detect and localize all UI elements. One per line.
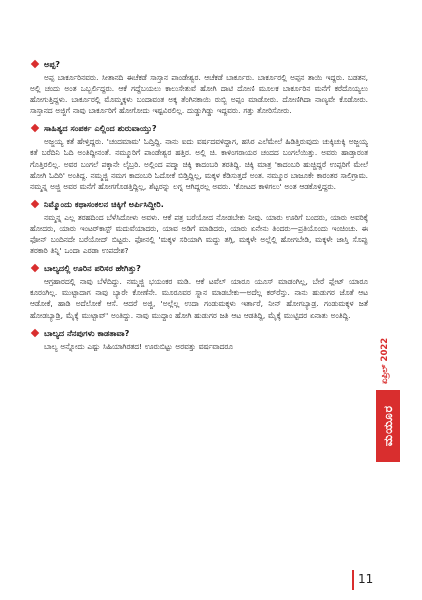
question-1 — [30, 58, 368, 70]
question-2 — [30, 122, 368, 134]
question-5 — [30, 327, 368, 339]
diamond-bullet-icon — [31, 328, 39, 336]
diamond-bullet-icon — [31, 200, 39, 208]
diamond-bullet-icon — [31, 264, 39, 272]
article-body — [30, 58, 368, 568]
qa-section-2 — [30, 122, 368, 191]
page-number: 11 — [358, 572, 374, 586]
question-4 — [30, 262, 368, 274]
answer-4: ಆಗ್ರಹಾರದಲ್ಲಿ ನಾವು ಬೆಳೆದಿದ್ದು. ನಮ್ಮಜ್ಜಿ ಭಯಂಕರ ಮಡಿ. ಆಕೆ ಟವೆಲ್ ಯಾರೂ ಯೂಸ್ ಮಾಡಂಗಿಲ್ಲ, ಬೇರೆ ಪ್ಲೇಟ್ ಯಾರೂ ಕೂರಂಗಿಲ್ಲ. ಮುಟ್ಟಾದಾಗ ನಾವು ಬ್ಯಾರೇ ಕೋಣೆನೇ. ಮೂರೂವರ ಸ್ನಾನ ಮಾಡಬೇಕು—ಅದೆಲ್ಲ ಕರ್‌ರೆನ್ತು. ನಾನು ಹುಡುಗರ ಜೊತೆ ಆಟ ಆಡೋಕೆ, ಹಾಡಿ ಅದೆಲೋಕೆ ಆಸೆ. ಆದರೆ ಅಜ್ಜಿ, 'ಅಲ್ಲೆಲ್ಲ ಉದಾ ಗಂಡುಮಕ್ಕಳು ಇರ್ತಾರೆ, ನೀನ್ ಹೋಗಬ್ಯಾಡ್ರ. ಗಂಡುಮಕ್ಕಳ ಜತೆ ಹೋಡಬ್ಯಾಡ್ರಿ, ಮೈಕ್ಕೆ ಮುಟ್ಟಾವ್' ಅಂತಿದ್ದು. ನಾವು ಮುದ್ದಾಂ ಹೋಗಿ ಹುಡುಗರ ಜತಿ ಆಟ ಆಡತಿದ್ದಿ, ಮೈಕ್ಕೆ ಮುಟ್ಟಿದರ ಏನಾತು ಅಂತಿದ್ದಿ. — [30, 277, 368, 320]
issue-date: ಏಪ್ರಿಲ್ 2022 — [380, 337, 390, 384]
magazine-side-strip — [376, 200, 400, 520]
question-3 — [30, 198, 368, 210]
qa-section-1 — [30, 58, 368, 116]
qa-section-5 — [30, 327, 368, 352]
answer-5: ಬಾಲ್ಯ ಅನ್ನೋದು ಎಷ್ಟು ಸಿಹಿಯಾಗಿರತದ! ಊರುಬಿಟ್ಟು ಅರವತ್ತು ವರ್ಷವಾದರೂ — [44, 341, 233, 351]
question-5-text: ಬಾಲ್ಯದ ನೆನಪುಗಳು ಕಾಡತಾವಾ? — [44, 327, 130, 338]
magazine-title: ಮಯೂರ — [381, 405, 395, 447]
question-2-text: ಸಾಹಿತ್ಯದ ಸಂಪರ್ಕ ಎಲ್ಲಿಂದ ಶುರುವಾಯ್ತು? — [44, 123, 157, 134]
qa-section-3 — [30, 198, 368, 256]
answer-2: ಅಜ್ಜಯ್ಯ ಕತೆ ಹೇಳ್ತಿದ್ದರು. 'ಚಂದಮಾಮ' ಓದ್ತಿದ್ದಿ. ನಾನು ಐದು ವರ್ಷದವಳಿದ್ದಾಗ, ಹಸಿರ ಎಲೆಮೇಲೆ ಹಿಡಿತ್ತಿರುವುದು ಚುಕ್ಕಿಚುಕ್ಕಿ ಅಜ್ಜಯ್ಯ ಕತೆ ಬರೆದಿನಿ ಓದಿ ಅಂತಿದ್ದೀನಂತೆ. ನಮ್ಮೂರಿಗೆ ಪಾಂಡೇಶ್ವರ ಹತ್ತಿರ. ಅಲ್ಲಿ ಚಿ. ಕಾಳಿಂಗರಾಯರ ಚಂದದ ಬಂಗಲೆಯಿತ್ತು. ಅವರು ಹಾಡ್ತಾರಂತ ಗೊತ್ತಿರಲಿಲ್ಲ. ಅವರ ಬಂಗಲೆ ಪಕ್ಕಾನೇ ಲೈಬ್ರರಿ. ಅಲ್ಲಿಂದ ಪದ್ಮಾ ಚಿಕ್ಕಿ ಕಾದಂಬರಿ ತರತಿದ್ದಿ. ಚಿಕ್ಕಿ ಮಾತ್ರ 'ಕಾದಂಬರಿ ಹುಚ್ಚಿದ್ದರೆ ಉಪ್ಪರಿಗೆ ಮೇಲೆ ಹೋಗಿ ಓದಿರಿ' ಅಂತಿದ್ದ. ನಮ್ಮಜ್ಜಿ ನಮಗ ಕಾದಂಬರಿ ಓದೋಕೆ ಬಿಡ್ತಿದ್ದಿಲ್ಲ, ಮಕ್ಕಳ ಕೆಡಿಸುತ್ತದೆ ಅಂತ. ನಮ್ಮೂರ ಬಾಜೂಕೇ ಕಾರಂತರ ಸಾಲಿಗ್ರಾಮ. ನಮ್ಮನ್ನ ಅಜ್ಜಿ ಅವರ ಮನೆಗೆ ಹೋಗಗೊಡತ್ತಿದ್ದಿಲ್ಲ, ಶೆಟ್ಟರನ್ನು ಲಗ್ನ ಆಗಿದ್ದರಲ್ಲ ಅವರು. 'ಕೋಟದ ಕಾಳಿಗಲು' ಅಂತ ಆಡಕೊಳ್ತಿದ್ದರು. — [30, 137, 368, 191]
question-1-text: ಅಪ್ಪ? — [44, 59, 61, 69]
qa-section-4 — [30, 262, 368, 320]
answer-1: ಅಪ್ಪ ಬಾರ್ಕೂರಿನವರು. ಸೀತಾನದಿ ಈಚೆಕಡೆ ಸಾಸ್ತಾನ ಪಾಂಡೇಶ್ವರ. ಆಚೆಕಡೆ ಬಾರ್ಕೂರು. ಬಾರ್ಕೂರಲ್ಲಿ ಅಪ್ಪನ ತಾಯಿ ಇದ್ದರು. ಬಡತನ, ಅಲ್ಲಿ ಚಂದು ಅಂತ ಒಬ್ಬರ್ಲಿದ್ದರು. ಆಕೆ ಗದ್ದೆಬಯಲು ಕಾಲುಸೇತುವೆ ಹೋಗಿ ದಾಟಿ ದೋಣಿ ಮೂಲಕ ಬಾರ್ಕೂರಿನ ಮನೆಗೆ ಕರೆದೊಯ್ಯಲು ಹೋಗುತ್ತಿದ್ದಳು. ಬಾರ್ಕೂರಲ್ಲಿ ಮೊಮ್ಮಕ್ಕಳು ಬಂದಾವಂತ ಅಕ್ಕ ತೆಂಗಿನಕಾಯಿ ರುಬ್ಬಿ ಅಪ್ಪಂ ಮಾಡೋರು. ದೋಣಿಗಿದಾ ನಾಣ್ಯವೇ ಕೊಡೋರು. ಸಾಸ್ತಾನದ ಅಜ್ಜಿಗೆ ನಾವು ಬಾರ್ಕೂರಿಗೆ ಹೋಗೋದು ಇಷ್ಟವಿರಲಿಲ್ಲ. ದುಡ್ಡುಗಿಡ್ಡು ಇದ್ದವರು. ಗತ್ತು ತೋರಿಸೋರು. — [30, 73, 368, 116]
answer-3: ನಮ್ಮನ್ನ ಎಲ್ಲ ತರಹದಿಂದ ಬೆಳೆಸಿದೋಳು ಅವಳು. ಆಕೆ ಪತ್ರ ಬರೆಯೋದ ನೋಡಬೇಕು ನೀವು. ಯಾರು ಊರಿಗೆ ಬಂದರು, ಯಾರು ಅವರಿಕ್ಕೆ ಹೋದರು, ಯಾರು ಇಂಟರ್‌ಕಾಸ್ಟ್ ಮದುವೆಯಾದರು, ಯಾವ ಅಡಿಗೆ ಮಾಡಿದರು, ಯಾರು ಏನೇನು ತಿಂದರು—ಪ್ರತಿಯೊಂದು ಇಂಚಿಂಚು. ಈ ಫೋನ್ ಬಂದಿನದೇ ಬರೆಯೋದ್ ಬಿಟ್ಟರು. ಫೋನಲ್ಲಿ 'ಮಕ್ಕಳ ಸರಿಯಾಗಿ ಮದ್ದು ತಗ್ಗಿ, ಮಕ್ಕಳೇ ಅಲ್ಲೆಲ್ಲಿ ಹೋಗಬೇಡಿ, ಮಕ್ಕಳೇ ಜಾಸ್ತಿ ಸೊಪ್ಪು ತರಕಾರಿ ತಿನ್ನಿ' ಒಂದಾ ಎರಡಾ ಉಪದೇಶ? — [30, 212, 368, 256]
question-4-text: ಬಾಲ್ಯದಲ್ಲಿ ಊರಿನ ಪರಿಸರ ಹೇಗಿತ್ತು? — [44, 263, 141, 274]
question-3-text: ನಿಮ್ಮೊಂದು ಕಥಾಸಂಕಲನ ಚಿಕ್ಕಿಗೆ ಅರ್ಪಿಸಿದ್ದೀರಿ. — [44, 198, 164, 209]
page-number-divider — [352, 570, 354, 590]
magazine-title-block — [376, 390, 400, 462]
diamond-bullet-icon — [31, 124, 39, 132]
diamond-bullet-icon — [31, 60, 39, 68]
